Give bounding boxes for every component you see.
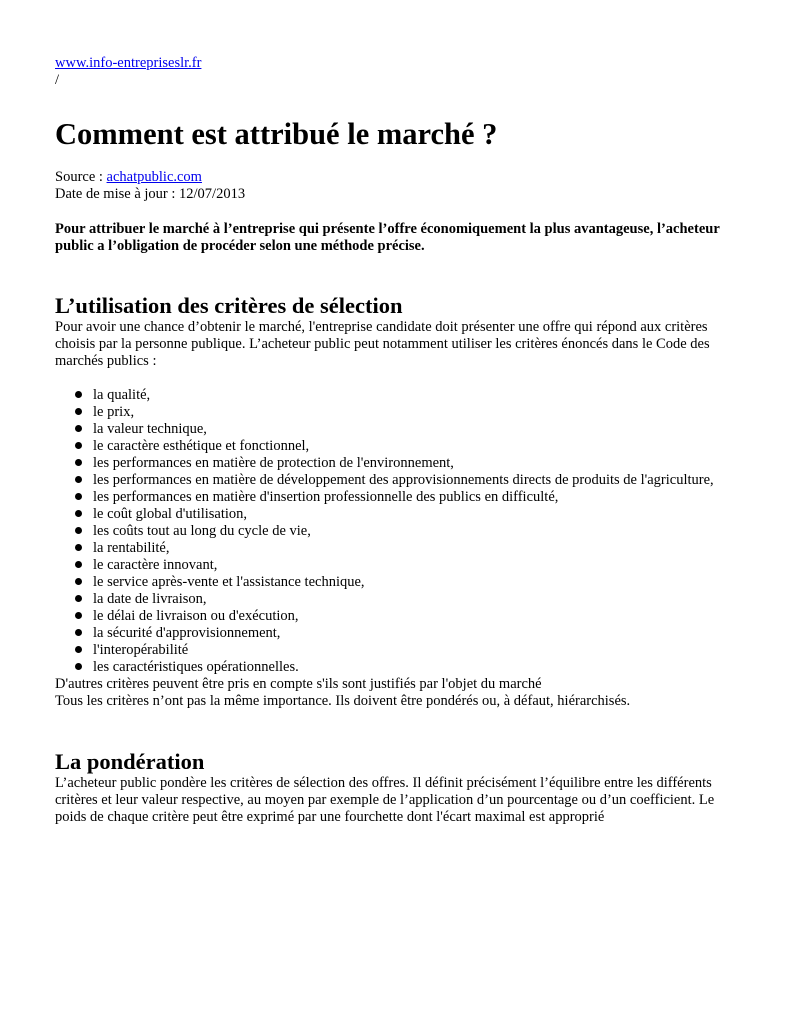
list-item bbox=[93, 591, 735, 608]
list-item bbox=[93, 404, 735, 421]
list-item bbox=[93, 506, 735, 523]
bullet-icon bbox=[75, 442, 82, 449]
list-item-text: le délai de livraison ou d'exécution, bbox=[93, 608, 299, 624]
bullet-icon bbox=[75, 663, 82, 670]
weighting-note-paragraph: Tous les critères n’ont pas la même importance. Ils doivent être pondérés ou, à défaut, hiérarchisés. bbox=[55, 693, 631, 709]
list-item-text: la rentabilité, bbox=[93, 540, 170, 556]
bullet-icon bbox=[75, 408, 82, 415]
list-item bbox=[93, 489, 735, 506]
criteria-paragraph: Pour avoir une chance d’obtenir le marché, l'entreprise candidate doit présenter une offre qui répond aux critères choisis par la personne publique. L’acheteur public peut notamment utiliser les critères énoncés dans le Code des marchés publics : bbox=[55, 319, 710, 369]
list-item bbox=[93, 421, 735, 438]
bullet-icon bbox=[75, 612, 82, 619]
list-item bbox=[93, 642, 735, 659]
other-criteria-paragraph: D'autres critères peuvent être pris en compte s'ils sont justifiés par l'objet du marché bbox=[55, 676, 542, 692]
article-meta bbox=[55, 169, 735, 203]
list-item-text: la sécurité d'approvisionnement, bbox=[93, 625, 281, 641]
update-date: Date de mise à jour : 12/07/2013 bbox=[55, 186, 246, 202]
list-item-text: les performances en matière d'insertion professionnelle des publics en difficulté, bbox=[93, 489, 559, 505]
list-item-text: le coût global d'utilisation, bbox=[93, 506, 248, 522]
bullet-icon bbox=[75, 459, 82, 466]
page-title: Comment est attribué le marché ? bbox=[55, 117, 498, 151]
list-item-text: l'interopérabilité bbox=[93, 642, 189, 658]
breadcrumb-slash: / bbox=[55, 72, 60, 88]
weighting-paragraph: L’acheteur public pondère les critères de sélection des offres. Il définit précisément l’équilibre entre les différents critères et leur valeur respective, au moyen par exemple de l’application d’un pourcentage ou d’un coefficient. Le poids de chaque critère peut être exprimé par une fourchette dont l'écart maximal est approprié bbox=[55, 775, 715, 825]
bullet-icon bbox=[75, 391, 82, 398]
list-item bbox=[93, 659, 735, 676]
source-label: Source : bbox=[55, 169, 107, 185]
list-item-text: les performances en matière de développement des approvisionnements directs de produits de l'agriculture, bbox=[93, 472, 714, 488]
bullet-icon bbox=[75, 629, 82, 636]
list-item-text: la qualité, bbox=[93, 387, 151, 403]
source-link[interactable]: achatpublic.com bbox=[106, 169, 202, 185]
list-item bbox=[93, 472, 735, 489]
criteria-list bbox=[55, 387, 735, 676]
bullet-icon bbox=[75, 544, 82, 551]
list-item bbox=[93, 557, 735, 574]
list-item bbox=[93, 574, 735, 591]
list-item bbox=[93, 625, 735, 642]
list-item bbox=[93, 387, 735, 404]
list-item bbox=[93, 608, 735, 625]
site-link[interactable]: www.info-entrepriseslr.fr bbox=[55, 55, 202, 71]
bullet-icon bbox=[75, 561, 82, 568]
list-item bbox=[93, 438, 735, 455]
list-item-text: les performances en matière de protection de l'environnement, bbox=[93, 455, 454, 471]
list-item bbox=[93, 455, 735, 472]
list-item bbox=[93, 540, 735, 557]
source-line bbox=[55, 169, 735, 186]
section-heading-weighting: La pondération bbox=[55, 749, 205, 774]
list-item-text: le caractère innovant, bbox=[93, 557, 218, 573]
bullet-icon bbox=[75, 510, 82, 517]
list-item-text: le service après-vente et l'assistance technique, bbox=[93, 574, 365, 590]
list-item-text: les coûts tout au long du cycle de vie, bbox=[93, 523, 311, 539]
bullet-icon bbox=[75, 527, 82, 534]
section-heading-criteria: L’utilisation des critères de sélection bbox=[55, 293, 403, 318]
bullet-icon bbox=[75, 578, 82, 585]
bullet-icon bbox=[75, 595, 82, 602]
bullet-icon bbox=[75, 425, 82, 432]
bullet-icon bbox=[75, 476, 82, 483]
list-item-text: la valeur technique, bbox=[93, 421, 207, 437]
list-item-text: le prix, bbox=[93, 404, 135, 420]
list-item-text: le caractère esthétique et fonctionnel, bbox=[93, 438, 310, 454]
intro-paragraph: Pour attribuer le marché à l’entreprise qui présente l’offre économiquement la plus avantageuse, l’acheteur public a l’obligation de procéder selon une méthode précise. bbox=[55, 221, 720, 254]
list-item bbox=[93, 523, 735, 540]
bullet-icon bbox=[75, 493, 82, 500]
list-item-text: la date de livraison, bbox=[93, 591, 207, 607]
list-item-text: les caractéristiques opérationnelles. bbox=[93, 659, 299, 675]
bullet-icon bbox=[75, 646, 82, 653]
